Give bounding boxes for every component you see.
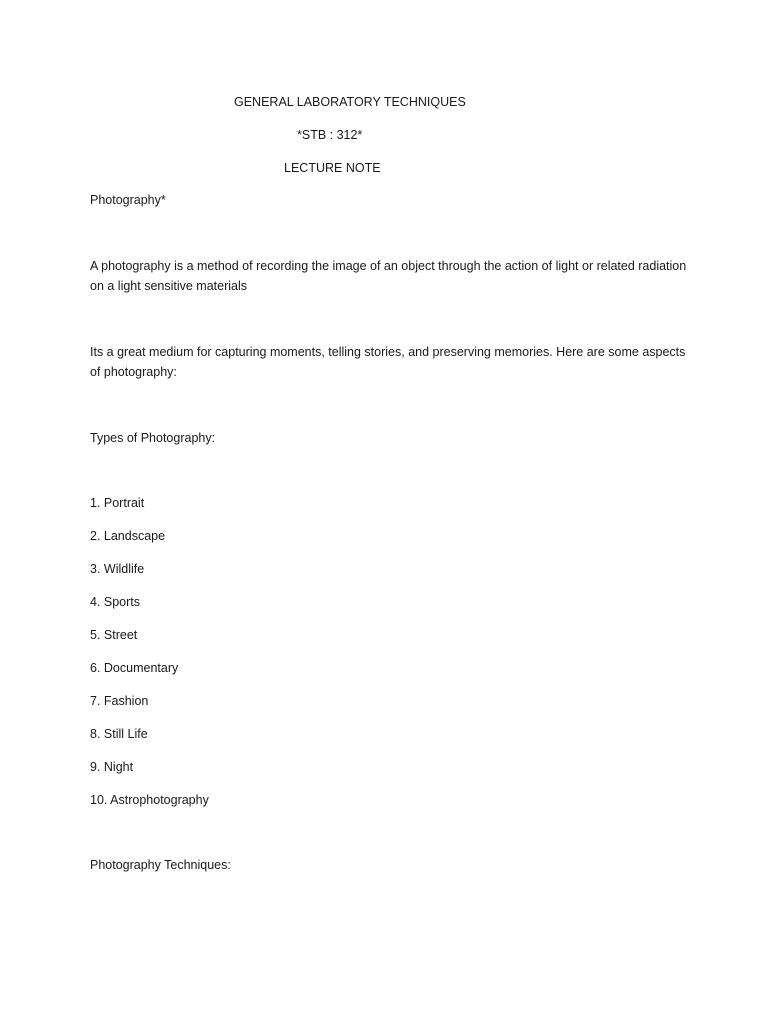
paragraph-definition: A photography is a method of recording the image of an object through the action of light or related radiation on a light sensitive materials — [90, 259, 687, 293]
paragraph-intro: Its a great medium for capturing moments, telling stories, and preserving memories. Here are some aspects of photography: — [90, 345, 686, 379]
list-item: 1. Portrait — [90, 496, 145, 510]
list-item: 5. Street — [90, 628, 138, 642]
document-subtitle: LECTURE NOTE — [284, 161, 381, 175]
list-item: 4. Sports — [90, 595, 141, 609]
types-list — [90, 493, 209, 823]
list-item: 9. Night — [90, 760, 134, 774]
list-item: 7. Fashion — [90, 694, 149, 708]
list-item: 3. Wildlife — [90, 562, 145, 576]
section-heading: Photography* — [90, 193, 166, 207]
list-item: 2. Landscape — [90, 529, 166, 543]
document-title: GENERAL LABORATORY TECHNIQUES — [234, 95, 466, 109]
list-item: 8. Still Life — [90, 727, 148, 741]
list-item: 10. Astrophotography — [90, 793, 209, 807]
techniques-heading: Photography Techniques: — [90, 858, 231, 872]
course-code: *STB : 312* — [297, 128, 363, 142]
types-heading: Types of Photography: — [90, 431, 216, 445]
list-item: 6. Documentary — [90, 661, 179, 675]
